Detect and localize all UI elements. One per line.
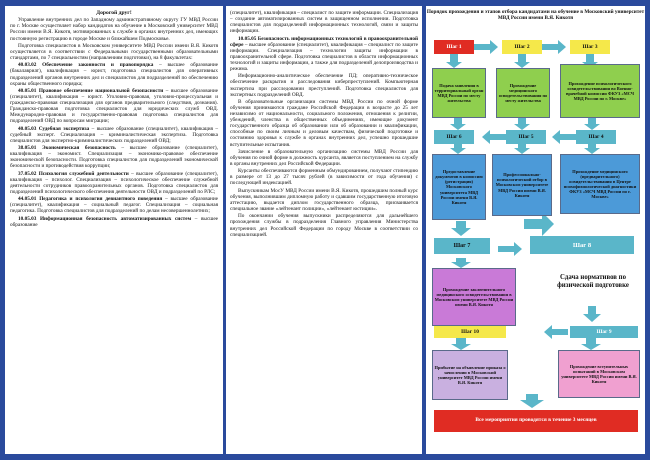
step-7-box: Прохождение заключительного медицинского освидетельствования в Московском университете МВД России имени В.Я. Кикотя — [432, 268, 516, 326]
spec-code: 40.05.01 Правовое обеспечение национальной безопасности — [18, 87, 164, 94]
step-9-label: Шаг 9 — [570, 326, 638, 338]
step-6-box: Предоставление документов в комиссию (регистрация) Московского университета МВД России имени В.Я. Кикотя — [432, 154, 486, 220]
spec-text: – высшее образование (специалитет), квалификация – экономист. Специализация – экономико-правовое обеспечение экономической безопасности. Подготовка специалистов для подразделений экономической безопасности и противодействия коррупции; — [10, 145, 218, 170]
step-4-box: Прохождение медицинского (предварительного) освидетельствования в Центре психофизиологической диагностики ФКУЗ «МСЧ МВД России по г. Москве» — [560, 154, 640, 214]
paragraph: Зачисление в образовательную организацию системы МВД России для обучения по очной форме в должность курсанта, является поступлением на службу в органы внутренних дел Российской Федерации. — [230, 148, 418, 167]
spec-text: – высшее образование (специалитет), квалификация – судебный эксперт. Специализация – криминалистическая экспертиза. Подготовка специалистов для экспертно-криминалистических подразделений ОВД; — [10, 125, 218, 144]
spec-item — [230, 36, 418, 73]
spec-code: 10.05.03 Информационная безопасность автоматизированных систем — [18, 215, 192, 222]
spec-code: 38.05.01 Экономическая безопасность — [18, 145, 116, 152]
spec-text: – высшее образование (бакалавриат), квалификация – юрист, подготовка специалистов для оперативных подразделений органов внутренних дел и специалистов для подразделений по обеспечению охраны общественного порядка; — [10, 62, 218, 87]
step-10-label: Шаг 10 — [434, 326, 506, 338]
continued-paragraph: (специалитет), квалификация – специалист по защите информации. Специализация – создание автоматизированных систем в защищенном исполнении. Подготовка специалистов для подразделений информационных технологий, связи и защиты информации. — [230, 10, 418, 35]
arrow-right-icon — [542, 40, 566, 54]
left-panel — [5, 6, 223, 454]
step-1-label: Шаг 1 — [434, 40, 474, 54]
arrow-right-icon — [474, 40, 498, 54]
paragraph: По окончании обучения выпускники распределяются для дальнейшего прохождения службы в подразделения Главного управления Министерства внутренних дел Российской Федерации по городу Москве в соответствии со специализацией. — [230, 213, 418, 238]
step-6-label: Шаг 6 — [434, 130, 474, 144]
paragraph: Информационно-аналитическое обеспечение ПД; оперативно-техническое обеспечение раскрытия и расследования киберпреступлений. Компьютерная экспертиза при расследовании преступлений. Подготовка специалистов для экспертных подразделений ОВД. — [230, 73, 418, 98]
spec-text: – высшее образование (специалитет), квалификация – социальный педагог. Специализация – социальная педагогика. Подготовка специалистов для подразделений по делам несовершеннолетних; — [10, 196, 218, 215]
step-5-label: Шаг 5 — [506, 130, 546, 144]
paragraph: Курсанты обеспечиваются форменным обмундированием, получают стипендию в размере от 13 до 27 тысяч рублей (в зависимости от года обучения) с последующей индексацией. — [230, 168, 418, 187]
step-8-box: Сдача нормативов по физической подготовке — [557, 274, 629, 289]
spec-item — [10, 196, 218, 214]
step-9-box: Прохождение вступительных испытаний в Московском университете МВД России имени В.Я. Кикотя — [558, 350, 640, 398]
step-10-box: Прибытие на объявление приказа о зачислении в Московский университет МВД России имени В.Я. Кикотя — [432, 350, 508, 400]
final-note-box: Все мероприятия проводятся в течение 3 месяцев — [434, 410, 638, 432]
spec-text: – высшее образование — [10, 215, 218, 228]
paragraph: В образовательные организации системы МВД России по очной форме обучения принимаются граждане Российской Федерации в возрасте до 25 лет независимо от национальности, социального положения, отношения к религии, убеждений, членства в общественных объединениях, имеющие документ государственного образца об образовании или об образовании и квалификации, способные по своим личным и деловым качествам, физической подготовке и состоянию здоровья к службе в органах внутренних дел, успешно прошедшие вступительные испытания. — [230, 98, 418, 148]
step-4-label: Шаг 4 — [576, 130, 616, 144]
spec-code: 10.05.05 Безопасность информационных технологий в правоохранительной сфере — [230, 35, 418, 48]
spec-code: 40.03.02 Обеспечение законности и правопорядка — [18, 62, 154, 69]
spec-code: 40.05.03 Судебная экспертиза — [18, 125, 90, 132]
spec-item — [10, 62, 218, 86]
spec-text: – высшее образование (специалитет), квалификация – специалист по защите информации. Специализация – технологии защиты информации в правоохранительной сфере. Подготовка специалистов в области информационных технологий и защиты информации, а также для подразделений делопроизводства и режима. — [230, 41, 418, 73]
spec-item — [10, 145, 218, 169]
spec-item — [10, 171, 218, 195]
flowchart-panel — [426, 6, 645, 454]
step-5-box: Профессионально-психологический отбор в Московском университете МВД России имени В.Я. Кикотя — [492, 154, 552, 216]
step-3-label: Шаг 3 — [570, 40, 610, 54]
spec-code: 37.05.02 Психология служебной деятельности — [18, 170, 129, 177]
spec-item — [10, 216, 218, 228]
spec-code: 44.05.01 Педагогика и психология девиантного поведения — [18, 196, 163, 203]
prep-paragraph: Подготовка специалистов в Московском университете МВД России имени В.Я. Кикотя осуществляется в соответствии с Федеральными государственными образовательными стандартами, по 7 специальностям (направлениям подготовки), на 8 факультетах: — [10, 42, 218, 62]
paragraph: Выпускникам МосУ МВД России имени В.Я. Кикотя, прошедшим полный курс обучения, выполнившим дипломную работу и сдавшим государственную итоговую аттестацию, выдается диплом государственного образца, присваивается специальное звание «лейтенант полиции», «лейтенант юстиции». — [230, 187, 418, 213]
middle-panel — [226, 6, 422, 454]
step-3-box: Прохождение психологического освидетельствования во Военно-врачебной комиссии ФКУЗ «МСЧ МВД России по г. Москве» — [560, 64, 640, 118]
spec-item — [10, 88, 218, 125]
flowchart-title: Порядок прохождения и этапов отбора кандидатами на обучение в Московский университет МВД России имени В.Я. Кикотя — [426, 9, 645, 21]
spec-text: – высшее образование (специалитет), квалификация – юрист. Уголовно-правовая, уголовно-процессуальная и гражданско-правовая специализация для органов предварительного (следствия, дознания). Гражданско-правовая подготовка специалистов для юридических служб ОВД. Международно-правовая и государственно-правовая подготовка специалистов для подразделений ОВД по вопросам миграции; — [10, 87, 218, 125]
step-1-box: Подача заявления в территориальный орган МВД России по месту жительства — [432, 68, 486, 118]
step-2-box: Прохождение медицинского освидетельствования по месту жительства — [496, 68, 550, 118]
step-2-label: Шаг 2 — [502, 40, 542, 54]
step-7-label: Шаг 7 — [434, 238, 490, 254]
spec-item — [10, 126, 218, 144]
greeting: Дорогой друг! — [96, 10, 132, 16]
intro-paragraph: Управление внутренних дел по Западному административному округу ГУ МВД России по г. Москве осуществляет набор кандидатов на обучение в Московский университет МВД России имени В.Я. Кикотя, мотивированных к службе в органах внутренних дел, имеющих постоянную регистрацию в городе Москве и ближайшем Подмосковье. — [10, 17, 218, 42]
step-8-label: Шаг 8 — [530, 236, 634, 254]
spec-text: – высшее образование (специалитет), квалификация – психолог. Специализация – психологическое обеспечение служебной деятельности сотрудников правоохранительных органов. Подготовка специалистов для подразделений психологического обеспечения деятельности ОВД и подразделений по РЛС; — [10, 170, 218, 195]
